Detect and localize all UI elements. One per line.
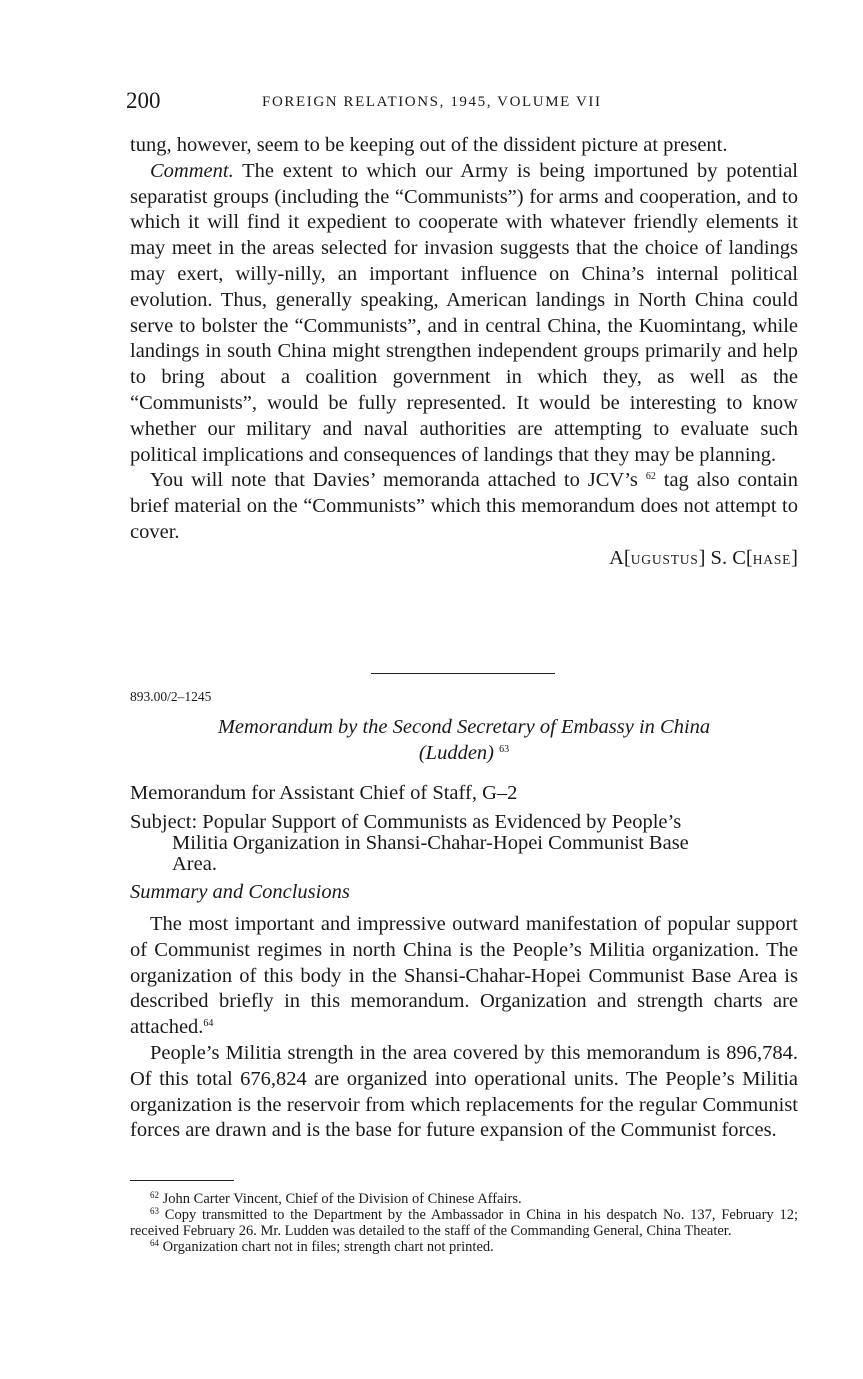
memo-addressee: Memorandum for Assistant Chief of Staff, G–2 — [130, 782, 518, 804]
document-title — [130, 714, 798, 766]
comment-lead: Comment. — [150, 159, 234, 182]
signature — [130, 546, 798, 573]
footnote-64 — [130, 1239, 798, 1255]
document-title-line1: Memorandum by the Second Secretary of Embassy in China — [217, 716, 711, 738]
signature-a-rest: UGUSTUS — [630, 551, 699, 567]
file-number: 893.00/2–1245 — [130, 689, 212, 704]
footnote-mark-63: 63 — [150, 1206, 159, 1216]
signature-a: A[ — [609, 546, 631, 569]
footnote-ref-62[interactable]: 62 — [645, 471, 656, 483]
note-text-after: tag also contain brief material on the “Communists” which this memorandum does not attempt to cover. — [130, 469, 798, 543]
subject-line3: Area. — [172, 853, 217, 875]
footnote-divider — [130, 1180, 234, 1181]
signature-end: ] — [791, 546, 798, 569]
running-head — [126, 88, 798, 118]
footnote-62 — [130, 1191, 798, 1207]
comment-text: The extent to which our Army is being importuned by potential separatist groups (including the “Communists”) for arms and cooperation, and to which it will find it expedient to cooperate with whatever friendly elements it may meet in the areas selected for invasion suggests that the choice of landings may exert, willy-nilly, an important influence on China’s internal political evolution. Thus, generally speaking, American landings in North China could serve to bolster the “Communists”, and in central China, the Kuomintang, while landings in south China might strengthen independent groups primarily and help to bring about a coalition government in which they, as well as the “Communists”, would be fully represented. It would be interesting to know whether our military and naval authorities are attempting to evaluate such political implications and consequences of landings that they may be planning. — [130, 159, 798, 466]
summary-paragraph-2: People’s Militia strength in the area covered by this memorandum is 896,784. Of this total 676,824 are organized into operational units. The People’s Militia organization is the reservoir from which replacements for the regular Communist forces are drawn and is the base for future expansion of the Communist forces. — [130, 1041, 798, 1142]
footnote-63-text: Copy transmitted to the Department by the Ambassador in China in his despatch No. 137, February 12; received February 26. Mr. Ludden was detailed to the staff of the Commanding General, China Theater. — [130, 1207, 798, 1239]
document-title-line2: (Ludden) — [418, 742, 495, 764]
note-paragraph — [130, 468, 798, 545]
summary-body-text — [130, 912, 798, 1144]
upper-body-text — [130, 133, 798, 573]
footnote-ref-64[interactable]: 64 — [203, 1018, 214, 1030]
document-title-line2-wrap — [130, 740, 798, 766]
subject-line1: Subject: Popular Support of Communists as Evidenced by People’s — [130, 811, 682, 833]
note-text-before: You will note that Davies’ memoranda attached to JCV’s — [150, 469, 646, 492]
section-divider — [371, 673, 555, 674]
continuation-paragraph: tung, however, seem to be keeping out of the dissident picture at present. — [130, 134, 728, 156]
page-number: 200 — [126, 88, 161, 113]
summary-paragraph-1 — [130, 912, 798, 1041]
running-head-title: FOREIGN RELATIONS, 1945, VOLUME VII — [262, 94, 602, 110]
footnote-mark-62: 62 — [150, 1190, 159, 1200]
summary-paragraph-1-text: The most important and impressive outward manifestation of popular support of Communist regimes in north China is the People’s Militia organization. The organization of this body in the Shansi-Chahar-Hopei Communist Base Area is described briefly in this memorandum. Organization and strength charts are attached. — [130, 913, 798, 1039]
comment-paragraph — [130, 159, 798, 469]
signature-middle: ] S. C[ — [698, 546, 753, 569]
footnotes — [130, 1191, 798, 1255]
footnote-62-text: John Carter Vincent, Chief of the Division of Chinese Affairs. — [159, 1191, 522, 1207]
signature-c-rest: HASE — [752, 551, 792, 567]
summary-heading: Summary and Conclusions — [130, 881, 350, 903]
footnote-ref-63[interactable]: 63 — [499, 744, 510, 755]
footnote-64-text: Organization chart not in files; strength chart not printed. — [159, 1239, 494, 1255]
memo-subject — [130, 812, 798, 875]
footnote-63 — [130, 1207, 798, 1239]
subject-line2: Militia Organization in Shansi-Chahar-Hopei Communist Base — [172, 832, 689, 854]
footnote-mark-64: 64 — [150, 1238, 159, 1248]
